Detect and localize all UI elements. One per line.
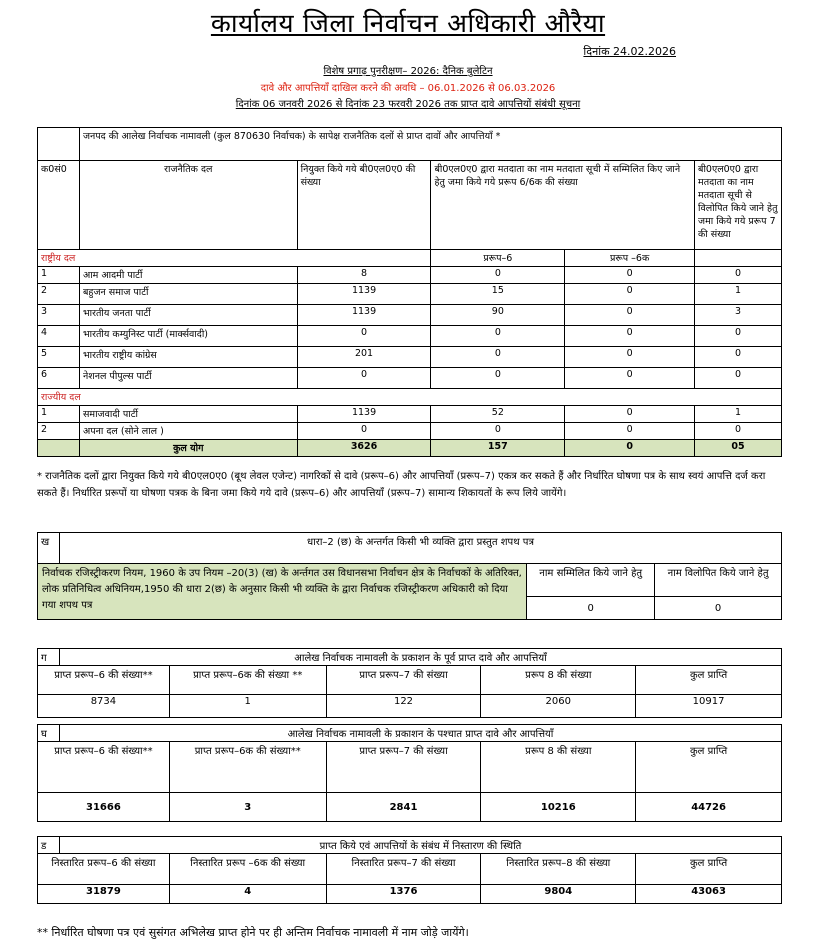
summary-table bbox=[37, 648, 782, 904]
u-col-1: निस्तारित प्ररूप–6 की संख्या bbox=[38, 854, 170, 885]
gh-val-5: 44726 bbox=[636, 793, 782, 822]
u-col-3: निस्तारित प्ररूप–7 की संख्या bbox=[326, 854, 481, 885]
col-bla-header: नियुक्त किये गये बी0एल0ए0 की संख्या bbox=[297, 161, 431, 250]
party-claims-table bbox=[37, 127, 782, 457]
cell-f6: 0 bbox=[431, 368, 565, 389]
cell-sno: 2 bbox=[38, 423, 80, 440]
party-row bbox=[38, 347, 782, 368]
cell-f7: 0 bbox=[695, 267, 782, 284]
section-u-label: ड bbox=[38, 837, 60, 854]
u-col-4: निस्तारित प्ररूप–8 की संख्या bbox=[481, 854, 636, 885]
u-val-3: 1376 bbox=[326, 885, 481, 904]
party-row bbox=[38, 305, 782, 326]
section-gh-heading: आलेख निर्वाचक नामावली के प्रकाशन के पश्चात प्राप्त दावे और आपत्तियाँ bbox=[59, 725, 781, 742]
cell-f7: 1 bbox=[695, 406, 782, 423]
gh-col-1: प्राप्त प्ररूप–6 की संख्या** bbox=[38, 742, 170, 793]
cell-bla: 0 bbox=[297, 326, 431, 347]
gh-col-3: प्राप्त प्ररूप–7 की संख्या bbox=[326, 742, 481, 793]
g-val-2: 1 bbox=[169, 695, 326, 718]
cell-bla: 0 bbox=[297, 423, 431, 440]
u-val-4: 9804 bbox=[481, 885, 636, 904]
gh-col-4: प्ररूप 8 की संख्या bbox=[481, 742, 636, 793]
g-val-1: 8734 bbox=[38, 695, 170, 718]
affidavit-table bbox=[37, 532, 782, 620]
cell-f7: 0 bbox=[695, 423, 782, 440]
total-row bbox=[38, 440, 782, 457]
cell-bla: 201 bbox=[297, 347, 431, 368]
cell-sno: 2 bbox=[38, 284, 80, 305]
cell-f6a: 0 bbox=[565, 284, 695, 305]
cell-party: नेशनल पीपुल्स पार्टी bbox=[79, 368, 297, 389]
col-sno-header: क0सं0 bbox=[38, 161, 80, 250]
cell-f7: 0 bbox=[695, 347, 782, 368]
section-kh-label: ख bbox=[38, 533, 60, 564]
cell-f6: 0 bbox=[431, 347, 565, 368]
u-val-2: 4 bbox=[169, 885, 326, 904]
cell-f7: 3 bbox=[695, 305, 782, 326]
total-bla: 3626 bbox=[297, 440, 431, 457]
bulletin-subtitle: विशेष प्रगाढ़ पुनरीक्षण– 2026: दैनिक बुलेटिन bbox=[323, 66, 493, 77]
cell-f6a: 0 bbox=[565, 423, 695, 440]
total-form7: 05 bbox=[695, 440, 782, 457]
party-row bbox=[38, 284, 782, 305]
cell-sno: 1 bbox=[38, 406, 80, 423]
section-g-heading: आलेख निर्वाचक नामावली के प्रकाशन के पूर्व प्राप्त दावे और आपत्तियाँ bbox=[59, 649, 781, 666]
cell-f6: 15 bbox=[431, 284, 565, 305]
u-col-5: कुल प्राप्ति bbox=[636, 854, 782, 885]
cell-party: आम आदमी पार्टी bbox=[79, 267, 297, 284]
g-val-3: 122 bbox=[326, 695, 481, 718]
section-kh-heading: धारा–2 (छ) के अन्तर्गत किसी भी व्यक्ति द्वारा प्रस्तुत शपथ पत्र bbox=[59, 533, 781, 564]
cell-party: अपना दल (सोने लाल ) bbox=[79, 423, 297, 440]
cell-f6: 90 bbox=[431, 305, 565, 326]
section-gh-label: घ bbox=[38, 725, 60, 742]
total-form6a: 0 bbox=[565, 440, 695, 457]
cell-f6a: 0 bbox=[565, 267, 695, 284]
col-include-header: नाम सम्मिलित किये जाने हेतु bbox=[527, 564, 655, 597]
section-g-label: ग bbox=[38, 649, 60, 666]
cell-sno: 1 bbox=[38, 267, 80, 284]
cell-bla: 1139 bbox=[297, 284, 431, 305]
section-gh-values bbox=[38, 793, 782, 822]
party-row bbox=[38, 326, 782, 347]
state-parties-label: राज्यीय दल bbox=[38, 389, 782, 406]
section-k-heading: जनपद की आलेख निर्वाचक नामावली (कुल 870630 निर्वाचक) के सापेक्ष राजनैतिक दलों से प्राप्त दावों और आपत्तियाँ * bbox=[79, 128, 781, 161]
cell-f7: 0 bbox=[695, 368, 782, 389]
section-g-values bbox=[38, 695, 782, 718]
section-u-headers bbox=[38, 854, 782, 885]
g-col-5: कुल प्राप्ति bbox=[636, 666, 782, 695]
cell-party: भारतीय जनता पार्टी bbox=[79, 305, 297, 326]
page-title: कार्यालय जिला निर्वाचन अधिकारी औरैया bbox=[210, 9, 606, 39]
party-row bbox=[38, 423, 782, 440]
col-objections-header: बी0एल0ए0 द्वारा मतदाता का नाम मतदाता सूची से विलोपित किये जाने हेतु जमा किये गये प्ररूप 7 की संख्या bbox=[695, 161, 782, 250]
claims-period: दावे और आपत्तियाँ दाखिल करने की अवधि – 06.01.2026 से 06.03.2026 bbox=[260, 83, 556, 94]
cell-bla: 1139 bbox=[297, 305, 431, 326]
g-col-3: प्राप्त प्ररूप–7 की संख्या bbox=[326, 666, 481, 695]
col-party-header: राजनैतिक दल bbox=[79, 161, 297, 250]
cell-f6: 52 bbox=[431, 406, 565, 423]
cell-f6: 0 bbox=[431, 423, 565, 440]
col-delete-header: नाम विलोपित किये जाने हेतु bbox=[655, 564, 782, 597]
section-u-values bbox=[38, 885, 782, 904]
section-g-headers bbox=[38, 666, 782, 695]
gh-val-3: 2841 bbox=[326, 793, 481, 822]
cell-bla: 0 bbox=[297, 368, 431, 389]
cell-party: भारतीय कम्युनिस्ट पार्टी (मार्क्सवादी) bbox=[79, 326, 297, 347]
bla-note: * राजनैतिक दलों द्वारा नियुक्त किये गये बी0एल0ए0 (बूथ लेवल एजेन्ट) नागरिकों से दावे (प्ररूप–6) और आपत्तियाँ (प्ररूप–7) एकत्र कर सकते हैं और निर्धारित घोषणा पत्र के साथ स्वयं आपत्ति दर्ज करा सकते हैं। निर्धारित प्ररूपों या घोषणा पत्रक के बिना जमा किये गये दावे (प्ररूप–6) और आपत्तियाँ (प्ररूप–7) सामान्य शिकायतों के रूप लिये जायेंगे। bbox=[37, 471, 766, 499]
bulletin-date: दिनांक 24.02.2026 bbox=[583, 45, 676, 58]
party-row bbox=[38, 267, 782, 284]
cell-f6a: 0 bbox=[565, 305, 695, 326]
gh-val-1: 31666 bbox=[38, 793, 170, 822]
cell-sno: 5 bbox=[38, 347, 80, 368]
g-col-1: प्राप्त प्ररूप–6 की संख्या** bbox=[38, 666, 170, 695]
include-count: 0 bbox=[527, 597, 655, 620]
cell-f7: 1 bbox=[695, 284, 782, 305]
cell-f6a: 0 bbox=[565, 368, 695, 389]
cell-f6: 0 bbox=[431, 267, 565, 284]
cell-f6: 0 bbox=[431, 326, 565, 347]
cell-party: भारतीय राष्ट्रीय कांग्रेस bbox=[79, 347, 297, 368]
party-row bbox=[38, 368, 782, 389]
cell-bla: 8 bbox=[297, 267, 431, 284]
cell-sno: 4 bbox=[38, 326, 80, 347]
g-val-5: 10917 bbox=[636, 695, 782, 718]
cell-party: बहुजन समाज पार्टी bbox=[79, 284, 297, 305]
gh-col-5: कुल प्राप्ति bbox=[636, 742, 782, 793]
cell-f7: 0 bbox=[695, 326, 782, 347]
section-u-heading: प्राप्त किये एवं आपत्तियों के संबंध में निस्तारण की स्थिति bbox=[59, 837, 781, 854]
national-parties-label: राष्ट्रीय दल bbox=[38, 250, 431, 267]
gh-val-2: 3 bbox=[169, 793, 326, 822]
u-val-5: 43063 bbox=[636, 885, 782, 904]
cell-sno: 6 bbox=[38, 368, 80, 389]
cell-f6a: 0 bbox=[565, 406, 695, 423]
g-val-4: 2060 bbox=[481, 695, 636, 718]
sub-form6a-label: प्ररूप –6क bbox=[565, 250, 695, 267]
total-form6: 157 bbox=[431, 440, 565, 457]
delete-count: 0 bbox=[655, 597, 782, 620]
footer-note: ** निर्धारित घोषणा पत्र एवं सुसंगत अभिलेख प्राप्त होने पर ही अन्तिम निर्वाचक नामावली में नाम जोड़े जायेंगे। bbox=[37, 926, 469, 939]
cell-f6a: 0 bbox=[565, 347, 695, 368]
affidavit-description: निर्वाचक रजिस्ट्रीकरण नियम, 1960 के उप नियम –20(3) (ख) के अर्न्तगत उस विधानसभा निर्वाचन क्षेत्र के निर्वाचकों के अतिरिक्त, लोक प्रतिनिधित्व अधिनियम,1950 की धारा 2(छ) के अनुसार किसी भी व्यक्ति के द्वारा निर्वाचक रजिस्ट्रीकरण अधिकारी को दिया गया शपथ पत्र bbox=[38, 564, 527, 620]
g-col-2: प्राप्त प्ररूप–6क की संख्या ** bbox=[169, 666, 326, 695]
section-gh-headers bbox=[38, 742, 782, 793]
g-col-4: प्ररूप 8 की संख्या bbox=[481, 666, 636, 695]
cell-sno: 3 bbox=[38, 305, 80, 326]
total-label: कुल योग bbox=[79, 440, 297, 457]
cell-bla: 1139 bbox=[297, 406, 431, 423]
cell-party: समाजवादी पार्टी bbox=[79, 406, 297, 423]
sub-form6-label: प्ररूप–6 bbox=[431, 250, 565, 267]
u-col-2: निस्तारित प्ररूप –6क की संख्या bbox=[169, 854, 326, 885]
report-range: दिनांक 06 जनवरी 2026 से दिनांक 23 फरवरी 2026 तक प्राप्त दावे आपत्तियों संबंधी सूचना bbox=[235, 99, 581, 110]
party-row bbox=[38, 406, 782, 423]
cell-f6a: 0 bbox=[565, 326, 695, 347]
gh-col-2: प्राप्त प्ररूप–6क की संख्या** bbox=[169, 742, 326, 793]
u-val-1: 31879 bbox=[38, 885, 170, 904]
col-claims-header: बी0एल0ए0 द्वारा मतदाता का नाम मतदाता सूची में सम्मिलित किए जाने हेतु जमा किये गये प्ररूप 6/6क की संख्या bbox=[431, 161, 695, 250]
gh-val-4: 10216 bbox=[481, 793, 636, 822]
